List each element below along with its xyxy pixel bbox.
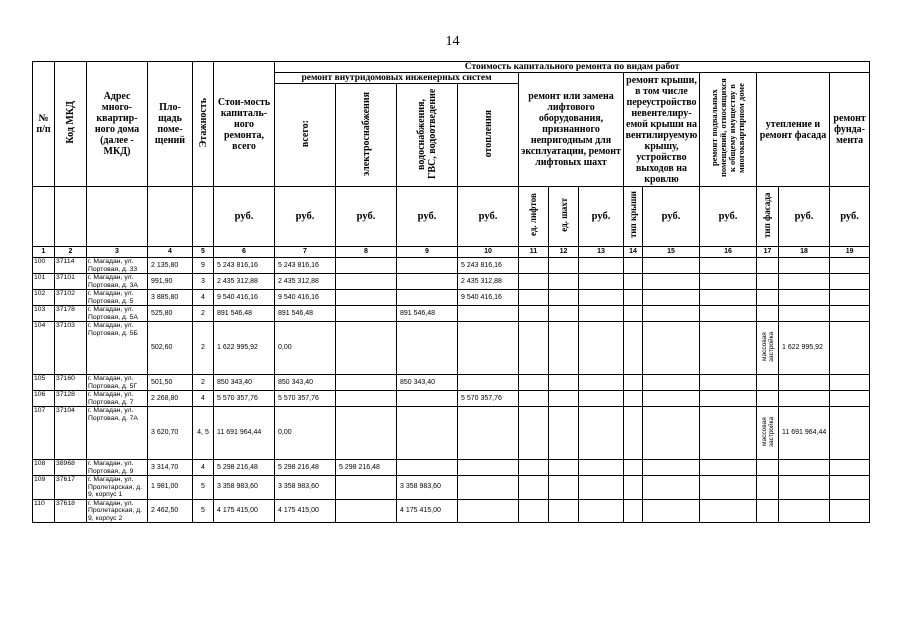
shaft-units-cell [549,258,579,274]
elevator-cost-cell [579,476,624,500]
page-number: 14 [445,34,460,49]
column-number: 9 [397,247,458,258]
shaft-units-cell [549,476,579,500]
facade-cost-cell: 11 691 964,44 [779,407,830,460]
column-number: 12 [549,247,579,258]
area-cell: 502,60 [148,322,193,375]
area-cell: 525,80 [148,306,193,322]
col-area-header: Пло-щадь поме-щений [148,62,193,187]
table-body [33,258,870,523]
shaft-units-cell [549,375,579,391]
facade-type-cell [757,499,779,523]
unit-spacer [193,187,214,247]
basement-cost-cell [700,476,757,500]
column-number: 8 [336,247,397,258]
heating-cost-cell [458,476,519,500]
row-number: 107 [33,407,55,460]
column-number: 5 [193,247,214,258]
mkd-code: 37160 [55,375,87,391]
column-number: 7 [275,247,336,258]
heating-cost-cell [458,407,519,460]
facade-cost-cell [779,476,830,500]
systems-total-cell: 5 298 216,48 [275,460,336,476]
facade-type-cell [757,375,779,391]
elevator-units-cell [519,391,549,407]
column-number: 1 [33,247,55,258]
elevator-cost-cell [579,499,624,523]
floors-cell: 3 [193,274,214,290]
electric-cost-cell [336,407,397,460]
shaft-units-cell [549,391,579,407]
unit-electric: руб. [336,187,397,247]
roof-type-cell [624,499,643,523]
systems-total-cell: 0,00 [275,322,336,375]
area-cell: 2 462,50 [148,499,193,523]
col-total-header: Стои-мость капиталь-ного ремонта, всего [214,62,275,187]
systems-total-cell: 4 175 415,00 [275,499,336,523]
facade-type-cell [757,258,779,274]
elevator-units-cell [519,322,549,375]
heating-cost-cell: 5 243 816,16 [458,258,519,274]
foundation-cost-cell [830,306,870,322]
address-cell: г. Магадан, ул. Портовая, д. 5Г [87,375,148,391]
facade-cost-cell [779,391,830,407]
col-floors-header: Этажность [193,62,214,187]
basement-cost-cell [700,274,757,290]
row-number: 106 [33,391,55,407]
elevator-units-cell [519,290,549,306]
heating-cost-cell: 2 435 312,88 [458,274,519,290]
floors-cell: 4 [193,460,214,476]
foundation-cost-cell [830,258,870,274]
address-cell: г. Магадан, ул. Портовая, д. 5А [87,306,148,322]
roof-type-cell [624,322,643,375]
sub-facade-type: тип фасада [757,187,779,247]
water-cost-cell [397,290,458,306]
cost-group-header: Стоимость капитального ремонта по видам работ [275,62,870,73]
shaft-units-cell [549,322,579,375]
table-row [33,499,870,523]
area-cell: 3 885,80 [148,290,193,306]
address-cell: г. Магадан, ул. Портовая, д. 5 [87,290,148,306]
foundation-cost-cell [830,460,870,476]
mkd-code: 37114 [55,258,87,274]
mkd-code: 37128 [55,391,87,407]
systems-total-cell: 2 435 312,88 [275,274,336,290]
unit-heating: руб. [458,187,519,247]
floors-cell: 5 [193,476,214,500]
row-number: 108 [33,460,55,476]
elevator-cost-cell [579,258,624,274]
unit-sys-total: руб. [275,187,336,247]
systems-total-cell: 891 546,48 [275,306,336,322]
unit-spacer [55,187,87,247]
mkd-code: 37102 [55,290,87,306]
electric-cost-cell [336,322,397,375]
water-cost-cell [397,407,458,460]
row-number: 102 [33,290,55,306]
heating-cost-cell [458,460,519,476]
floors-cell: 5 [193,499,214,523]
foundation-cost-cell [830,375,870,391]
unit-water: руб. [397,187,458,247]
column-number: 16 [700,247,757,258]
elevator-units-cell [519,499,549,523]
elevator-cost-cell [579,460,624,476]
facade-cost-cell [779,274,830,290]
col-water-header: водоснабжения, ГВС, водоотведение [397,84,458,187]
systems-total-cell: 5 243 816,16 [275,258,336,274]
roof-type-cell [624,375,643,391]
facade-cost-cell [779,290,830,306]
column-number: 18 [779,247,830,258]
total-cost-cell: 11 691 964,44 [214,407,275,460]
basement-cost-cell [700,407,757,460]
electric-cost-cell [336,476,397,500]
basement-cost-cell [700,258,757,274]
electric-cost-cell [336,290,397,306]
col-facade-header: утепление и ремонт фасада [757,73,830,187]
elevator-cost-cell [579,391,624,407]
column-number: 10 [458,247,519,258]
total-cost-cell: 5 298 216,48 [214,460,275,476]
total-cost-cell: 891 546,48 [214,306,275,322]
facade-type-cell [757,290,779,306]
shaft-units-cell [549,460,579,476]
basement-cost-cell [700,391,757,407]
sub-roof-type: тип крыши [624,187,643,247]
column-number: 11 [519,247,549,258]
col-code-header: Код МКД [55,62,87,187]
unit-roof: руб. [643,187,700,247]
facade-type-cell: массовая застройка [757,322,779,375]
unit-basement: руб. [700,187,757,247]
column-number: 3 [87,247,148,258]
row-number: 103 [33,306,55,322]
systems-total-cell: 5 570 357,76 [275,391,336,407]
heating-cost-cell: 9 540 416,16 [458,290,519,306]
area-cell: 3 314,70 [148,460,193,476]
row-number: 104 [33,322,55,375]
floors-cell: 2 [193,375,214,391]
col-basement-header: ремонт подвальных помещений, относящихся к общему имуществу в многоквартирном доме [700,73,757,187]
electric-cost-cell: 5 298 216,48 [336,460,397,476]
elevator-cost-cell [579,407,624,460]
column-number: 6 [214,247,275,258]
sub-elev-units: ед. лифтов [519,187,549,247]
col-sys-total-header: всего: [275,84,336,187]
total-cost-cell: 2 435 312,88 [214,274,275,290]
table-row [33,460,870,476]
facade-cost-cell [779,375,830,391]
column-number: 4 [148,247,193,258]
address-cell: г. Магадан, ул. Пролетарская, д. 9, корпус 2 [87,499,148,523]
column-number: 13 [579,247,624,258]
sub-shaft-units: ед. шахт [549,187,579,247]
table-row [33,274,870,290]
roof-type-cell [624,460,643,476]
facade-cost-cell: 1 622 995,92 [779,322,830,375]
shaft-units-cell [549,290,579,306]
roof-cost-cell [643,460,700,476]
electric-cost-cell [336,391,397,407]
elevator-units-cell [519,375,549,391]
area-cell: 1 981,00 [148,476,193,500]
address-cell: г. Магадан, ул. Портовая, д. 3А [87,274,148,290]
row-number: 105 [33,375,55,391]
total-cost-cell: 1 622 995,92 [214,322,275,375]
elevator-cost-cell [579,274,624,290]
roof-cost-cell [643,499,700,523]
unit-spacer [33,187,55,247]
unit-spacer [148,187,193,247]
col-elevator-header: ремонт или замена лифтового оборудования, признанного непригодным для эксплуатации, ремонт лифтовых шахт [519,73,624,187]
foundation-cost-cell [830,391,870,407]
roof-type-cell [624,258,643,274]
facade-cost-cell [779,258,830,274]
foundation-cost-cell [830,407,870,460]
elevator-units-cell [519,274,549,290]
floors-cell: 2 [193,322,214,375]
water-cost-cell [397,460,458,476]
unit-total: руб. [214,187,275,247]
basement-cost-cell [700,460,757,476]
floors-cell: 9 [193,258,214,274]
heating-cost-cell [458,306,519,322]
systems-total-cell: 850 343,40 [275,375,336,391]
roof-cost-cell [643,306,700,322]
systems-total-cell: 9 540 416,16 [275,290,336,306]
facade-type-cell [757,460,779,476]
table-row [33,476,870,500]
mkd-code: 37101 [55,274,87,290]
unit-facade: руб. [779,187,830,247]
water-cost-cell: 850 343,40 [397,375,458,391]
heating-cost-cell [458,375,519,391]
elevator-units-cell [519,407,549,460]
col-foundation-header: ремонт фунда-мента [830,73,870,187]
roof-type-cell [624,476,643,500]
roof-cost-cell [643,290,700,306]
roof-cost-cell [643,258,700,274]
basement-cost-cell [700,322,757,375]
table-row [33,322,870,375]
shaft-units-cell [549,407,579,460]
elevator-units-cell [519,258,549,274]
floors-cell: 2 [193,306,214,322]
facade-type-cell [757,306,779,322]
roof-type-cell [624,290,643,306]
area-cell: 2 268,80 [148,391,193,407]
capital-repair-table [32,61,870,523]
roof-type-cell [624,391,643,407]
roof-cost-cell [643,476,700,500]
electric-cost-cell [336,499,397,523]
total-cost-cell: 9 540 416,16 [214,290,275,306]
area-cell: 3 620,70 [148,407,193,460]
heating-cost-cell [458,499,519,523]
electric-cost-cell [336,306,397,322]
address-cell: г. Магадан, ул. Портовая, д. 33 [87,258,148,274]
row-number: 100 [33,258,55,274]
col-roof-header: ремонт крыши, в том числе переустройство невентелиру-емой крыши на вентилируемую крышу, устройство выходов на кровлю [624,73,700,187]
column-number: 17 [757,247,779,258]
address-cell: г. Магадан, ул. Портовая, д. 9 [87,460,148,476]
elevator-cost-cell [579,306,624,322]
shaft-units-cell [549,306,579,322]
roof-type-cell [624,306,643,322]
heating-cost-cell: 5 570 357,76 [458,391,519,407]
water-cost-cell: 3 358 983,60 [397,476,458,500]
col-electric-header: электроснабжения [336,84,397,187]
basement-cost-cell [700,306,757,322]
table-row [33,290,870,306]
total-cost-cell: 5 243 816,16 [214,258,275,274]
address-cell: г. Магадан, ул. Портовая, д. 5Б [87,322,148,375]
mkd-code: 37618 [55,499,87,523]
roof-cost-cell [643,375,700,391]
roof-cost-cell [643,322,700,375]
table-row [33,306,870,322]
elevator-units-cell [519,460,549,476]
facade-cost-cell [779,460,830,476]
facade-type-cell [757,274,779,290]
foundation-cost-cell [830,322,870,375]
total-cost-cell: 850 343,40 [214,375,275,391]
table-row [33,407,870,460]
mkd-code: 37103 [55,322,87,375]
row-number: 109 [33,476,55,500]
elevator-units-cell [519,476,549,500]
water-cost-cell [397,391,458,407]
row-number: 101 [33,274,55,290]
shaft-units-cell [549,274,579,290]
address-cell: г. Магадан, ул. Пролетарская, д. 9, корпус 1 [87,476,148,500]
roof-cost-cell [643,407,700,460]
address-cell: г. Магадан, ул. Портовая, д. 7 [87,391,148,407]
elevator-units-cell [519,306,549,322]
water-cost-cell [397,322,458,375]
elevator-cost-cell [579,322,624,375]
floors-cell: 4, 5 [193,407,214,460]
col-heating-header: отопления [458,84,519,187]
table-row [33,391,870,407]
column-number: 14 [624,247,643,258]
facade-cost-cell [779,306,830,322]
row-number: 110 [33,499,55,523]
electric-cost-cell [336,375,397,391]
water-cost-cell [397,258,458,274]
area-cell: 501,50 [148,375,193,391]
facade-type-cell [757,476,779,500]
col-address-header: Адрес много-квартир-ного дома (далее - МКД) [87,62,148,187]
electric-cost-cell [336,274,397,290]
mkd-code: 37617 [55,476,87,500]
column-number-row [33,247,870,258]
floors-cell: 4 [193,391,214,407]
column-number: 19 [830,247,870,258]
water-cost-cell: 4 175 415,00 [397,499,458,523]
facade-type-cell [757,391,779,407]
facade-cost-cell [779,499,830,523]
table-row [33,258,870,274]
roof-cost-cell [643,274,700,290]
roof-cost-cell [643,391,700,407]
systems-total-cell: 3 358 983,60 [275,476,336,500]
address-cell: г. Магадан, ул. Портовая, д. 7А [87,407,148,460]
unit-spacer [87,187,148,247]
unit-foundation: руб. [830,187,870,247]
heating-cost-cell [458,322,519,375]
col-num-header: № п/п [33,62,55,187]
facade-type-cell: массовая застройка [757,407,779,460]
basement-cost-cell [700,499,757,523]
elevator-cost-cell [579,290,624,306]
area-cell: 2 135,80 [148,258,193,274]
foundation-cost-cell [830,499,870,523]
water-cost-cell: 891 546,48 [397,306,458,322]
systems-total-cell: 0,00 [275,407,336,460]
mkd-code: 38968 [55,460,87,476]
basement-cost-cell [700,290,757,306]
table-row [33,375,870,391]
floors-cell: 4 [193,290,214,306]
unit-elevator: руб. [579,187,624,247]
total-cost-cell: 5 570 357,76 [214,391,275,407]
roof-type-cell [624,407,643,460]
roof-type-cell [624,274,643,290]
column-number: 2 [55,247,87,258]
total-cost-cell: 3 358 983,60 [214,476,275,500]
total-cost-cell: 4 175 415,00 [214,499,275,523]
electric-cost-cell [336,258,397,274]
foundation-cost-cell [830,290,870,306]
elevator-cost-cell [579,375,624,391]
mkd-code: 37104 [55,407,87,460]
foundation-cost-cell [830,274,870,290]
internal-systems-header: ремонт внутридомовых инженерных систем [275,73,519,84]
shaft-units-cell [549,499,579,523]
foundation-cost-cell [830,476,870,500]
water-cost-cell [397,274,458,290]
mkd-code: 37178 [55,306,87,322]
area-cell: 991,90 [148,274,193,290]
column-number: 15 [643,247,700,258]
basement-cost-cell [700,375,757,391]
